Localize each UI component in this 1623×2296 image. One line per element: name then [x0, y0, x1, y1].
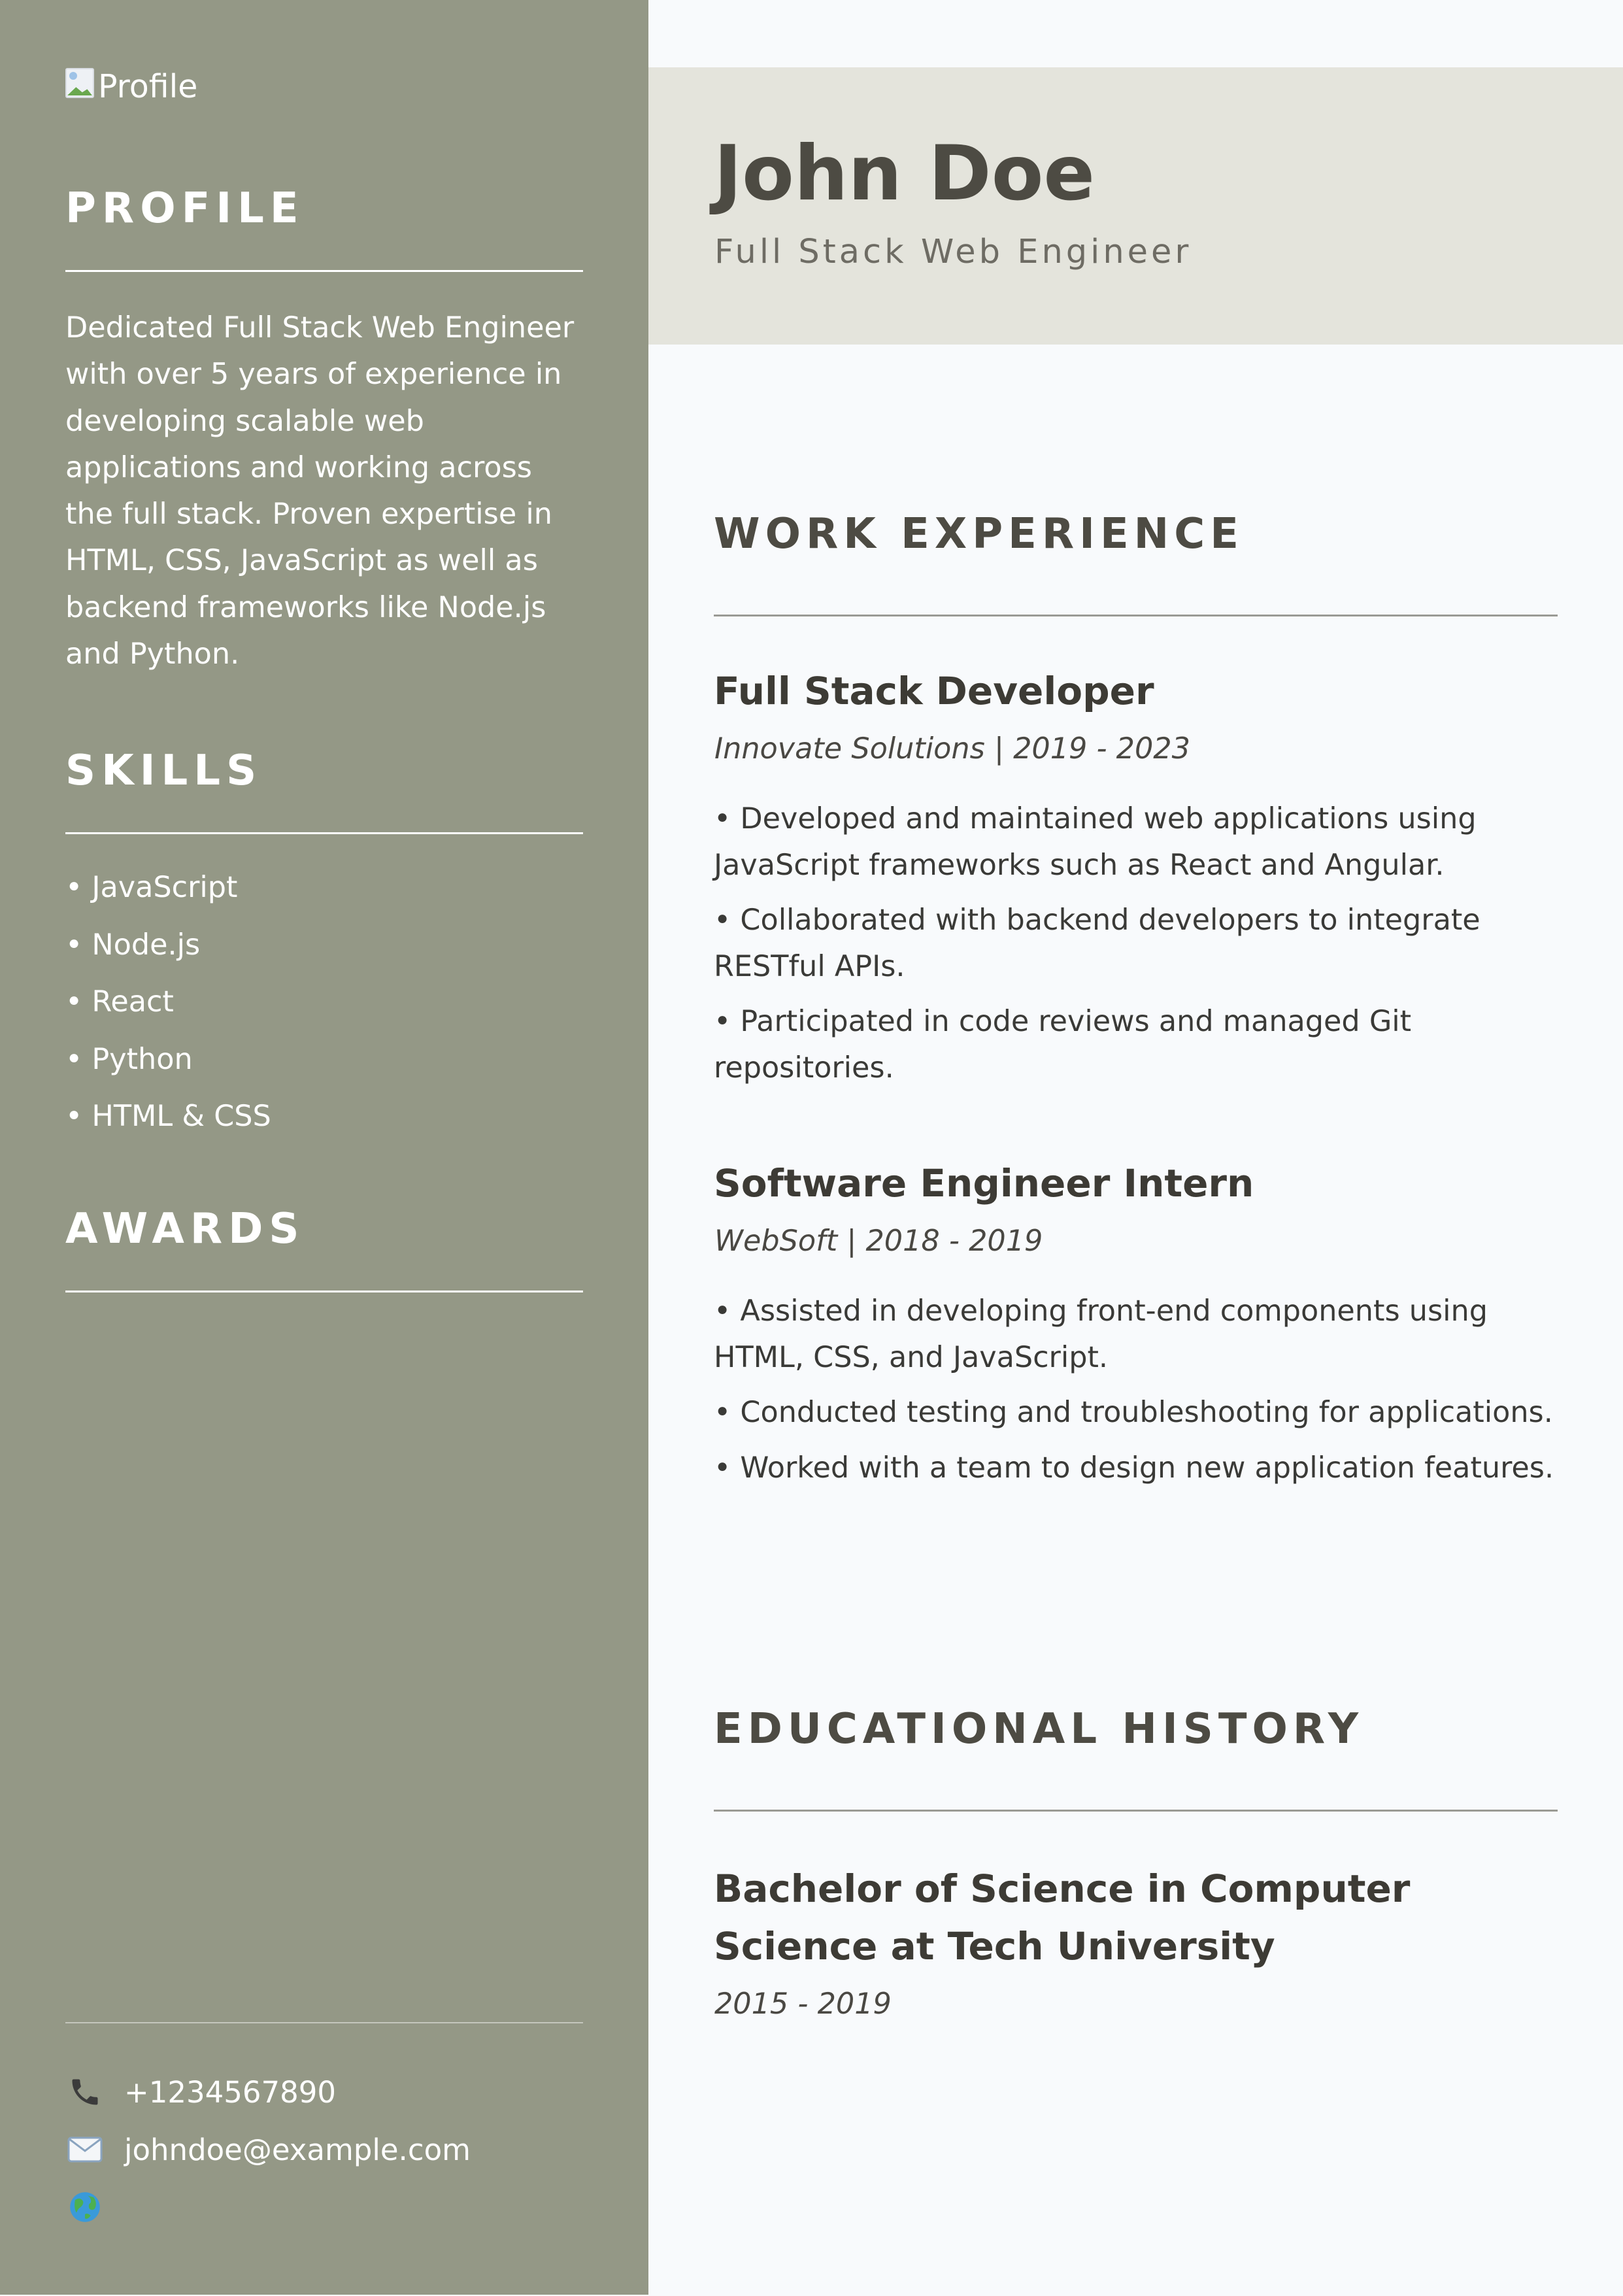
contact-divider [65, 2022, 583, 2023]
sidebar [0, 0, 648, 2295]
skill-item: • Python [65, 1042, 193, 1076]
skills-divider [65, 832, 583, 834]
job-title: Software Engineer Intern [714, 1161, 1254, 1206]
job-meta: WebSoft | 2018 - 2019 [714, 1224, 1043, 1258]
profile-heading: PROFILE [65, 184, 305, 233]
job-bullet: • Participated in code reviews and managed Git repositories. [714, 1005, 1412, 1085]
awards-divider [65, 1291, 583, 1292]
profile-photo-alt-text: Profile [98, 68, 198, 105]
contact-email[interactable] [65, 2130, 471, 2169]
phone-number: +1234567890 [124, 2074, 337, 2110]
education-years: 2015 - 2019 [714, 1987, 892, 2021]
candidate-name: John Doe [714, 129, 1096, 218]
work-experience-heading: WORK EXPERIENCE [714, 510, 1244, 558]
job-bullet: • Collaborated with backend developers to integrate RESTful APIs. [714, 903, 1481, 983]
degree-title: Bachelor of Science in Computer Science at Tech University [714, 1866, 1411, 1968]
education-heading: EDUCATIONAL HISTORY [714, 1705, 1364, 1753]
email-address: johndoe@example.com [124, 2132, 471, 2167]
job-title: Full Stack Developer [714, 669, 1154, 713]
job-bullet: • Assisted in developing front-end components using HTML, CSS, and JavaScript. [714, 1294, 1488, 1374]
contact-website[interactable] [65, 2187, 124, 2227]
education-divider [714, 1810, 1558, 1812]
job-bullet: • Developed and maintained web applications using JavaScript frameworks such as React and Angular. [714, 802, 1477, 882]
contact-phone[interactable] [65, 2072, 336, 2112]
profile-divider [65, 270, 583, 272]
envelope-icon [65, 2130, 105, 2169]
skill-item: • JavaScript [65, 871, 238, 904]
skill-item: • HTML & CSS [65, 1100, 271, 1133]
profile-photo [65, 68, 197, 105]
profile-summary: Dedicated Full Stack Web Engineer with over 5 years of experience in developing scalable web applications and working across the full stack. Proven expertise in HTML, CSS, JavaScript as well as backend frameworks like Node.js and Python. [65, 311, 575, 671]
job-bullet: • Worked with a team to design new application features. [714, 1451, 1554, 1485]
skill-item: • Node.js [65, 928, 201, 962]
job-meta: Innovate Solutions | 2019 - 2023 [714, 732, 1190, 766]
skills-list [65, 859, 271, 1145]
candidate-title: Full Stack Web Engineer [714, 233, 1192, 271]
broken-image-icon [65, 68, 94, 98]
skills-heading: SKILLS [65, 747, 263, 795]
globe-icon [65, 2187, 105, 2227]
work-experience-divider [714, 615, 1558, 616]
skill-item: • React [65, 985, 174, 1019]
awards-heading: AWARDS [65, 1205, 305, 1253]
job-bullet: • Conducted testing and troubleshooting for applications. [714, 1396, 1553, 1429]
phone-icon [65, 2072, 105, 2112]
